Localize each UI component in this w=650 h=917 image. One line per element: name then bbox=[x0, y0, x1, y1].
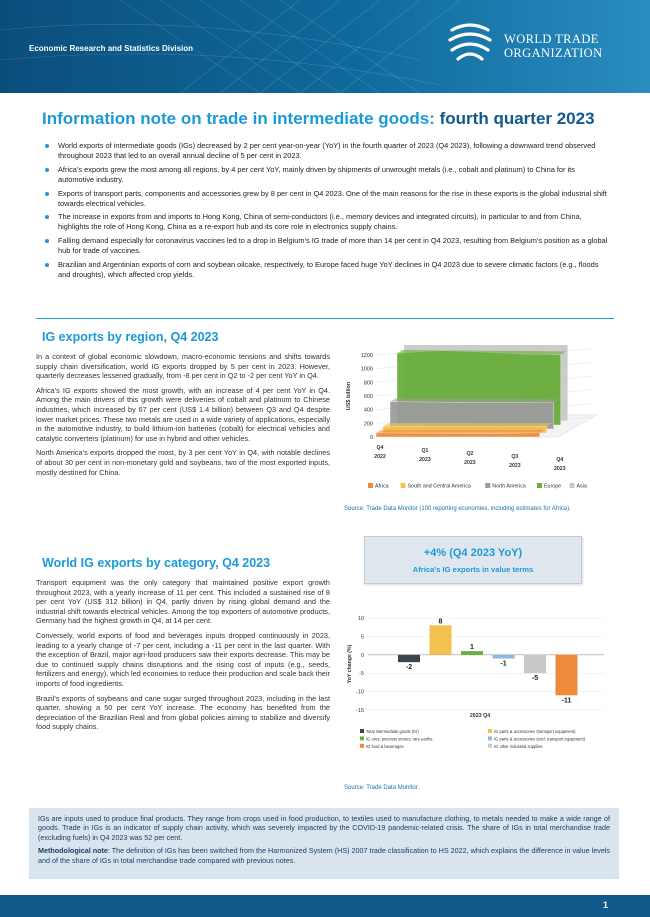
section-heading-category: World IG exports by category, Q4 2023 bbox=[42, 556, 271, 570]
legend-swatch bbox=[570, 483, 575, 488]
bar bbox=[461, 651, 483, 655]
bar bbox=[493, 655, 515, 659]
page-title bbox=[42, 109, 595, 129]
y-tick-label: -15 bbox=[356, 708, 364, 714]
legend-swatch bbox=[485, 483, 490, 488]
section-divider bbox=[36, 318, 614, 319]
y-tick-label: 1000 bbox=[360, 366, 373, 373]
wto-logo-icon bbox=[444, 18, 496, 66]
legend-swatch bbox=[368, 483, 373, 488]
legend-label: Asia bbox=[576, 483, 587, 490]
paragraph: North America’s exports dropped the most, by 3 per cent YoY in Q4, with notable declines of about 30 per cent in non-monetary gold and soybeans, two of the most exported inputs, mostly destined for China. bbox=[36, 448, 330, 477]
y-tick-label: 0 bbox=[369, 435, 373, 441]
legend-label: North America bbox=[492, 483, 526, 490]
data-label: 8 bbox=[438, 618, 443, 626]
series-top bbox=[376, 430, 545, 433]
legend-label: IG parts & accessories (transport equipment) bbox=[494, 729, 576, 734]
finding-item: Falling demand especially for coronavirus vaccines led to a drop in Belgium’s IG trade of more than 14 per cent in Q4 2023, resulting from Belgium’s position as a global hub for trade of vaccines. bbox=[42, 236, 612, 256]
data-label: -2 bbox=[405, 664, 413, 672]
x-tick-label: Q4 bbox=[376, 445, 384, 451]
paragraph: In a context of global economic slowdown, macro-economic tensions and shifts towards supply chain diversification, world IG exports dropped by 5 per cent in 2023. However, quarterly decreases lessened gradually, from -8 per cent in Q2 to -2 per cent YoY in Q4. bbox=[36, 352, 330, 381]
header-banner bbox=[0, 0, 650, 93]
note-label: Methodological note bbox=[38, 846, 108, 856]
series-area-africa bbox=[376, 433, 540, 437]
definition-box bbox=[29, 808, 619, 879]
title-main: Information note on trade in intermediate goods: bbox=[42, 109, 440, 128]
y-tick-label: 200 bbox=[363, 421, 373, 428]
methodological-note bbox=[38, 846, 610, 865]
data-label: -1 bbox=[500, 660, 507, 668]
y-tick-label: -5 bbox=[359, 671, 364, 678]
callout-value: +4% (Q4 2023 YoY) bbox=[423, 547, 523, 559]
y-tick-label: 0 bbox=[360, 652, 364, 659]
legend-swatch bbox=[488, 729, 492, 733]
finding-item: Africa’s exports grew the most among all regions, by 4 per cent YoY, mainly driven by shipments of unwrought metals (i.e., cobalt and platinum) to China for its automotive industry. bbox=[42, 165, 612, 185]
y-tick-label: 1200 bbox=[360, 353, 373, 359]
note-text: : The definition of IGs has been switched from the Harmonized System (HS) 2007 trade classification to HS 2022, which explains the difference in value levels and of the share of IGs in total merchandise trade compared with previous notes. bbox=[38, 846, 611, 865]
org-line-2: ORGANIZATION bbox=[504, 46, 603, 60]
y-tick-label: 800 bbox=[363, 380, 373, 387]
page-number: 1 bbox=[602, 900, 608, 910]
title-quarter: fourth quarter 2023 bbox=[439, 109, 595, 128]
bar bbox=[556, 655, 578, 695]
x-tick-label: 2023 bbox=[554, 466, 566, 472]
legend-swatch bbox=[537, 483, 542, 488]
region-chart-source: Source: Trade Data Monitor (100 reporting economies, including estimates for Africa). bbox=[344, 506, 571, 512]
x-axis-label: 2023 Q4 bbox=[469, 713, 491, 719]
x-tick-label: Q2 bbox=[466, 451, 474, 457]
data-label: -11 bbox=[561, 697, 572, 705]
legend-swatch bbox=[360, 736, 364, 740]
callout-caption: Africa’s IG exports in value terms bbox=[412, 565, 534, 574]
paragraph: Conversely, world exports of food and beverages inputs dropped continuously in 2023, leading to a yearly change of -7 per cent, including a -11 per cent in the last quarter. With the exception of Brazil, major agri-food producers saw their exports decrease. This may be due to continued supply chains disruptions and the rising cost of inputs (e.g., seeds, fertilizers and energy), which led economies to reduce their production and scale back their imports of food ingredients. bbox=[36, 630, 330, 688]
finding-item: The increase in exports from and imports to Hong Kong, China of semi-conductors (i.e., memory devices and integrated circuits), in particular to and from China, highlights the role of Hong Kong, China as a re-export hub and its core role in electronics supply chains. bbox=[42, 212, 612, 232]
legend-swatch bbox=[488, 736, 492, 740]
finding-item: World exports of intermediate goods (IGs) decreased by 2 per cent year-on-year (YoY) in the fourth quarter of 2023 (Q4 2023), following a downward trend observed throughout 2023 that led to an overall annual decline of 5 per cent in 2023. bbox=[42, 141, 612, 161]
legend-label: IG ores; precious stones; rare earths bbox=[366, 736, 433, 742]
y-tick-label: 10 bbox=[357, 616, 364, 622]
footer-bar bbox=[0, 895, 650, 917]
finding-item: Exports of transport parts, components and accessories grew by 8 per cent in Q4 2023. One of the main reasons for the rise in these exports is the global industrial shift towards electrical vehicles. bbox=[42, 189, 612, 209]
legend-label: Africa bbox=[375, 483, 389, 490]
africa-growth-callout bbox=[364, 536, 582, 584]
paragraph: Brazil’s exports of soybeans and cane sugar surged throughout 2023, including in the last quarter, showing a 50 per cent YoY increase. The economy has benefited from the depreciation of the Brazilian Real and from global policies aiming to stabilize and diversify food supply chains. bbox=[36, 693, 330, 732]
x-tick-label: Q3 bbox=[511, 454, 519, 460]
paragraph: Africa’s IG exports showed the most growth, with an increase of 4 per cent YoY in Q4. Among the main drivers of this growth were deliveries of cobalt and platinum to Chinese industries, which increased by 67 per cent (US$ 1.4 billion) between Q3 and Q4 despite lower market prices. These two metals are used in a wide variety of applications, especially in the automotive industry, to build lithium-ion batteries (cobalt) for electrical vehicles and catalytic converters (platinum) for use in hybrid and other vehicles. bbox=[36, 385, 330, 443]
x-tick-label: Q1 bbox=[421, 448, 429, 454]
y-tick-label: 5 bbox=[360, 634, 364, 641]
bar bbox=[524, 655, 546, 673]
legend-swatch bbox=[401, 483, 406, 488]
category-chart-source: Source: Trade Data Monitor. bbox=[344, 785, 420, 791]
series-top bbox=[383, 423, 552, 426]
region-text bbox=[36, 352, 330, 482]
legend-label: IG other industrial supplies bbox=[494, 743, 543, 749]
legend-label: IG food & beverages bbox=[366, 743, 404, 749]
key-findings-list bbox=[42, 141, 612, 284]
finding-item: Brazilian and Argentinian exports of corn and soybean oilcake, respectively, to Europe faced huge YoY declines in Q4 2023 due to severe climatic factors (e.g., floods and droughts), which affected crop yields. bbox=[42, 260, 612, 280]
y-tick-label: -10 bbox=[356, 689, 364, 696]
data-label: -5 bbox=[531, 675, 539, 683]
region-area-chart bbox=[338, 345, 616, 495]
organization-name bbox=[504, 32, 603, 60]
y-tick-label: 600 bbox=[363, 394, 373, 400]
section-heading-region: IG exports by region, Q4 2023 bbox=[42, 330, 219, 344]
x-tick-label: 2023 bbox=[509, 463, 521, 469]
legend-swatch bbox=[360, 729, 364, 733]
org-line-1: WORLD TRADE bbox=[504, 32, 599, 46]
x-tick-label: Q4 bbox=[556, 457, 564, 463]
x-tick-label: 2023 bbox=[464, 460, 476, 466]
y-axis-label: US$ billion bbox=[346, 381, 352, 411]
y-tick-label: 400 bbox=[363, 407, 373, 414]
y-axis-label: YoY change (%) bbox=[347, 644, 353, 684]
legend-swatch bbox=[360, 744, 364, 748]
bar bbox=[430, 625, 452, 654]
paragraph: Transport equipment was the only category that maintained positive export growth throughout 2023, with a yearly increase of 11 per cent. This included a sustained rise of 8 per cent YoY (US$ 312 billion) in Q4, partly driven by rising global demand and the industrial shift towards electrical vehicles. Among the top exporters of automotive products, Germany had the highest growth in Q4, at 14 per cent. bbox=[36, 578, 330, 626]
legend-swatch bbox=[488, 744, 492, 748]
legend-label: IG parts & accessories (excl. transport equipment) bbox=[494, 736, 586, 742]
legend-label: Europe bbox=[544, 483, 562, 490]
x-tick-label: 2023 bbox=[419, 457, 431, 463]
category-text bbox=[36, 578, 330, 737]
data-label: 1 bbox=[470, 644, 474, 652]
bar bbox=[398, 655, 420, 662]
x-tick-label: 2022 bbox=[374, 454, 386, 460]
division-name: Economic Research and Statistics Division bbox=[29, 44, 194, 53]
legend-label: Total intermediate goods (IG) bbox=[366, 729, 419, 734]
legend-label: South and Central America bbox=[407, 483, 471, 490]
ig-definition: IGs are inputs used to produce final products. They range from crops used in food production, to textiles used to manufacture clothing, to metals needed to make a wide range of goods. Trade in IGs is an indicator of supply chain activity, which was severely impacted by the COVID-19 pandemic-related crisis. The share of IGs in total merchandise trade (excluding fuels) in Q4 2023 was 52 per cent. bbox=[38, 814, 610, 842]
category-bar-chart bbox=[340, 608, 616, 783]
